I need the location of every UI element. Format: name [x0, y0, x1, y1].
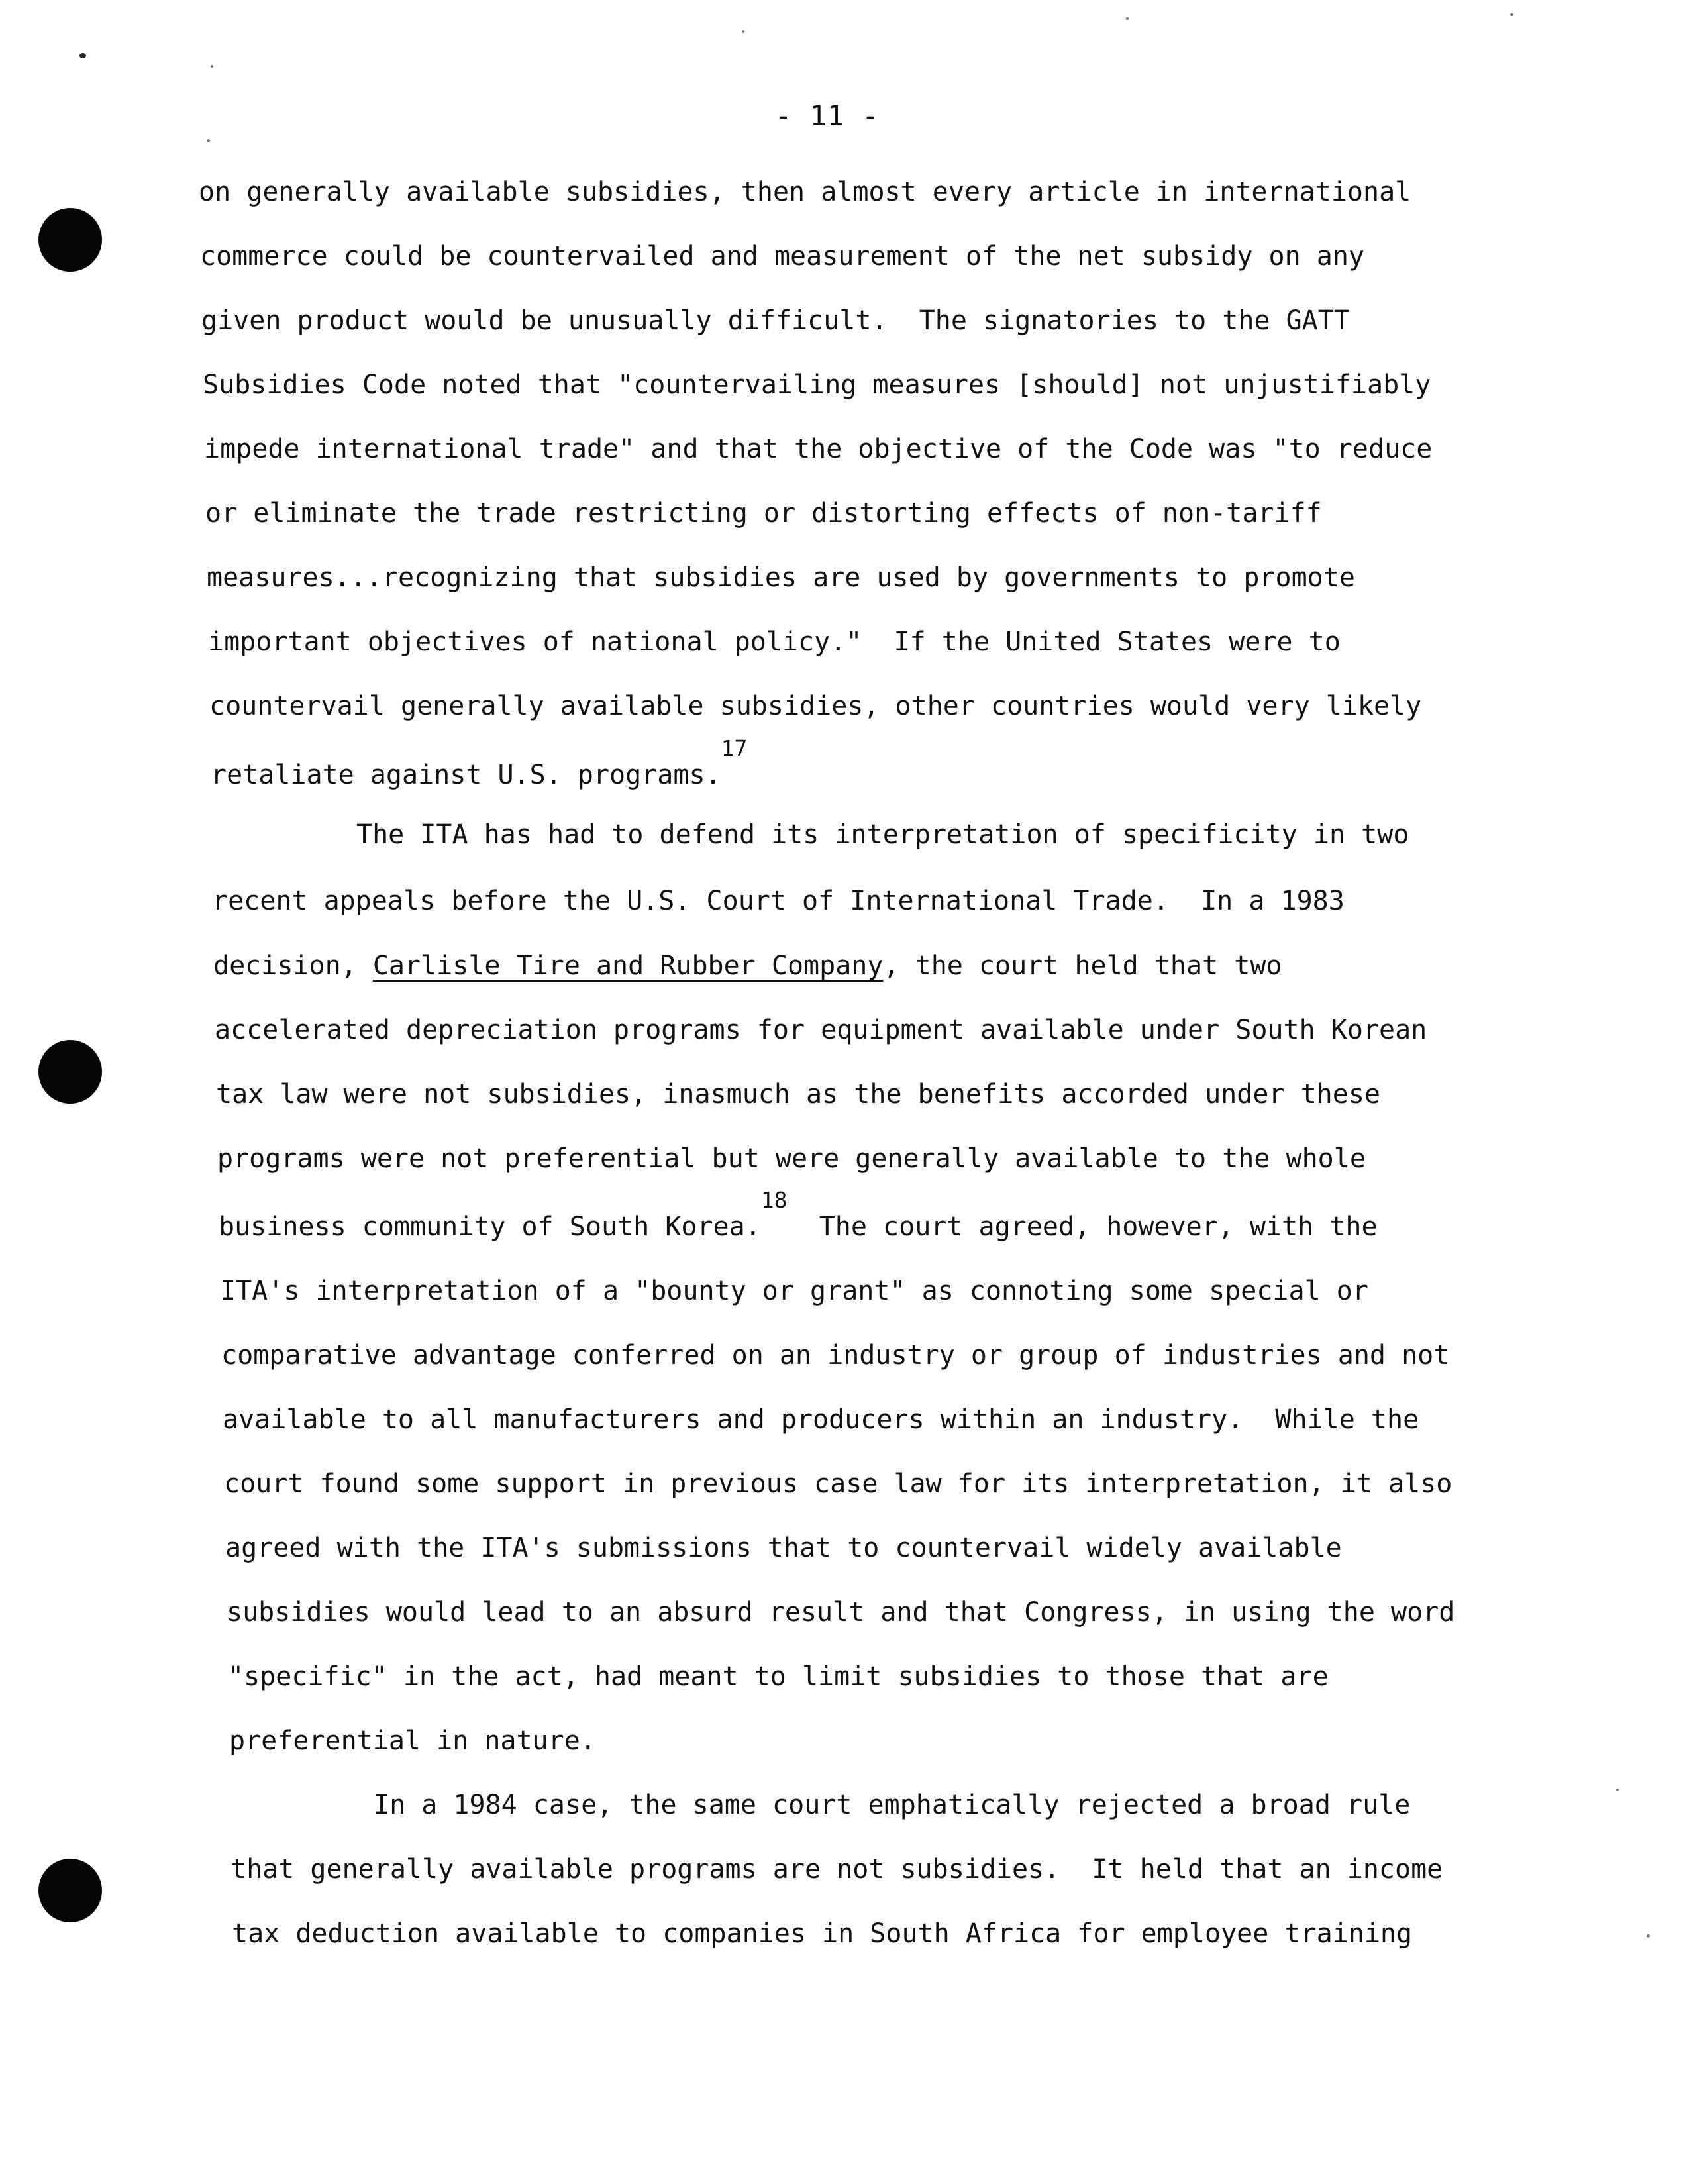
text-line: countervail generally available subsidies, other countries would very likely — [209, 691, 1422, 721]
scan-speck — [1510, 13, 1513, 16]
text-line: ITA's interpretation of a "bounty or grant" as connoting some special or — [220, 1276, 1368, 1306]
text-run: The court agreed, however, with the — [787, 1212, 1378, 1242]
punch-hole-bottom — [38, 1859, 102, 1922]
text-line: impede international trade" and that the objective of the Code was "to reduce — [204, 434, 1433, 464]
text-line: on generally available subsidies, then almost every article in international — [199, 177, 1411, 207]
text-line: recent appeals before the U.S. Court of International Trade. In a 1983 — [212, 886, 1345, 916]
scan-speck — [1647, 1934, 1650, 1938]
scan-speck — [742, 30, 744, 33]
text-line: given product would be unusually difficult. The signatories to the GATT — [201, 305, 1350, 336]
text-run: retaliate against U.S. programs. — [211, 760, 721, 790]
footnote-ref: 17 — [721, 735, 748, 761]
punch-hole-top — [38, 208, 102, 272]
text-line — [219, 1187, 1378, 1242]
text-line: agreed with the ITA's submissions that to countervail widely available — [225, 1533, 1342, 1563]
punch-hole-middle — [38, 1040, 102, 1104]
text-line: The ITA has had to defend its interpretation of specificity in two — [356, 819, 1409, 850]
case-name: Carlisle Tire and Rubber Company — [372, 951, 884, 981]
text-line — [211, 735, 748, 790]
text-line: accelerated depreciation programs for equipment available under South Korean — [215, 1015, 1427, 1045]
text-line: tax law were not subsidies, inasmuch as the benefits accorded under these — [216, 1079, 1380, 1110]
page-number: - 11 - — [775, 99, 880, 132]
text-line: subsidies would lead to an absurd result and that Congress, in using the word — [227, 1597, 1455, 1628]
text-line: tax deduction available to companies in South Africa for employee training — [232, 1918, 1413, 1949]
text-line: available to all manufacturers and producers within an industry. While the — [223, 1404, 1419, 1435]
text-line: comparative advantage conferred on an industry or group of industries and not — [221, 1340, 1450, 1371]
text-line: programs were not preferential but were generally available to the whole — [217, 1143, 1366, 1174]
text-line — [213, 953, 1282, 979]
scan-speck — [211, 65, 213, 68]
scan-speck — [1616, 1789, 1619, 1791]
text-line: "specific" in the act, had meant to limit subsidies to those that are — [228, 1661, 1329, 1692]
scan-speck — [207, 139, 210, 142]
scan-speck — [79, 53, 86, 58]
text-line: important objectives of national policy." If the United States were to — [208, 627, 1341, 657]
scan-speck — [1126, 17, 1129, 20]
text-run: business community of South Korea. — [219, 1212, 761, 1242]
text-line: Subsidies Code noted that "countervailing measures [should] not unjustifiably — [203, 370, 1431, 400]
footnote-ref: 18 — [760, 1187, 788, 1213]
text-run: decision, — [213, 951, 373, 981]
text-line: that generally available programs are not subsidies. It held that an income — [230, 1854, 1443, 1885]
text-line: In a 1984 case, the same court emphatically rejected a broad rule — [374, 1790, 1411, 1820]
text-line: commerce could be countervailed and measurement of the net subsidy on any — [200, 241, 1364, 272]
text-line: court found some support in previous case law for its interpretation, it also — [224, 1469, 1453, 1499]
text-run: , the court held that two — [883, 951, 1282, 981]
text-line: or eliminate the trade restricting or distorting effects of non-tariff — [205, 498, 1322, 529]
text-line: measures...recognizing that subsidies are used by governments to promote — [207, 562, 1355, 593]
text-line: preferential in nature. — [229, 1726, 596, 1756]
